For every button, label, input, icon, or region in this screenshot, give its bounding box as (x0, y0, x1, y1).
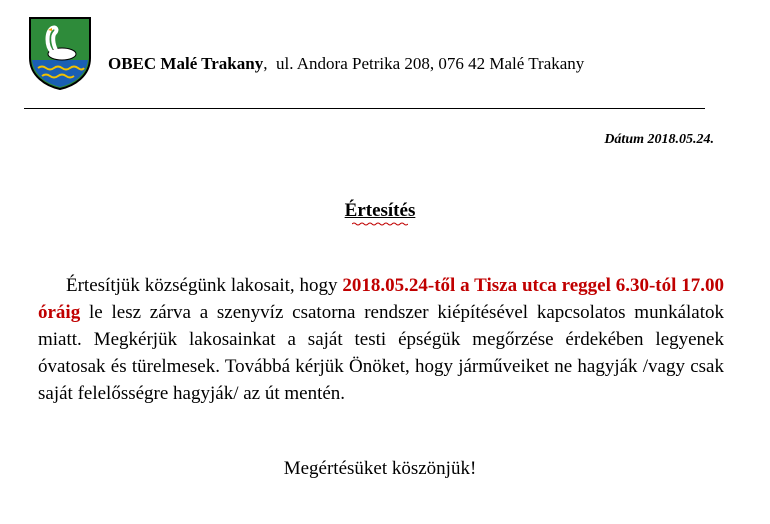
body-highlight: 2018.05.24-től a Tisza utca reggel 6.30-tól 17.00 óráig (38, 275, 725, 323)
body-intro: Értesítjük községünk lakosait, hogy (66, 275, 343, 296)
org-name: OBEC Malé Trakany (108, 54, 264, 73)
letterhead: OBEC Malé Trakany, ul. Andora Petrika 208, 076 42 Malé Trakany (108, 54, 585, 73)
document-title-block (0, 200, 760, 226)
body-rest: le lesz zárva a szenyvíz csatorna rendszer kiépítésével kapcsolatos munkálatok miatt. Megkérjük lakosainkat a saját testi épségük megőrzése érdekében legyenek óvatosak és türelmesek. Továbbá kérjük Önöket, hogy járműveiket ne hagyják /vagy csak saját felelősségre hagyják/ az út mentén. (38, 302, 724, 404)
coat-of-arms-swan-icon (28, 16, 92, 90)
notice-body (38, 272, 724, 407)
spellcheck-underline (352, 222, 408, 226)
document-date: Dátum 2018.05.24. (604, 132, 714, 147)
document-title: Értesítés (344, 200, 416, 221)
closing-line: Megértésüket köszönjük! (283, 458, 477, 479)
header-divider (24, 108, 705, 109)
org-address: ul. Andora Petrika 208, 076 42 Malé Trakany (275, 54, 585, 73)
